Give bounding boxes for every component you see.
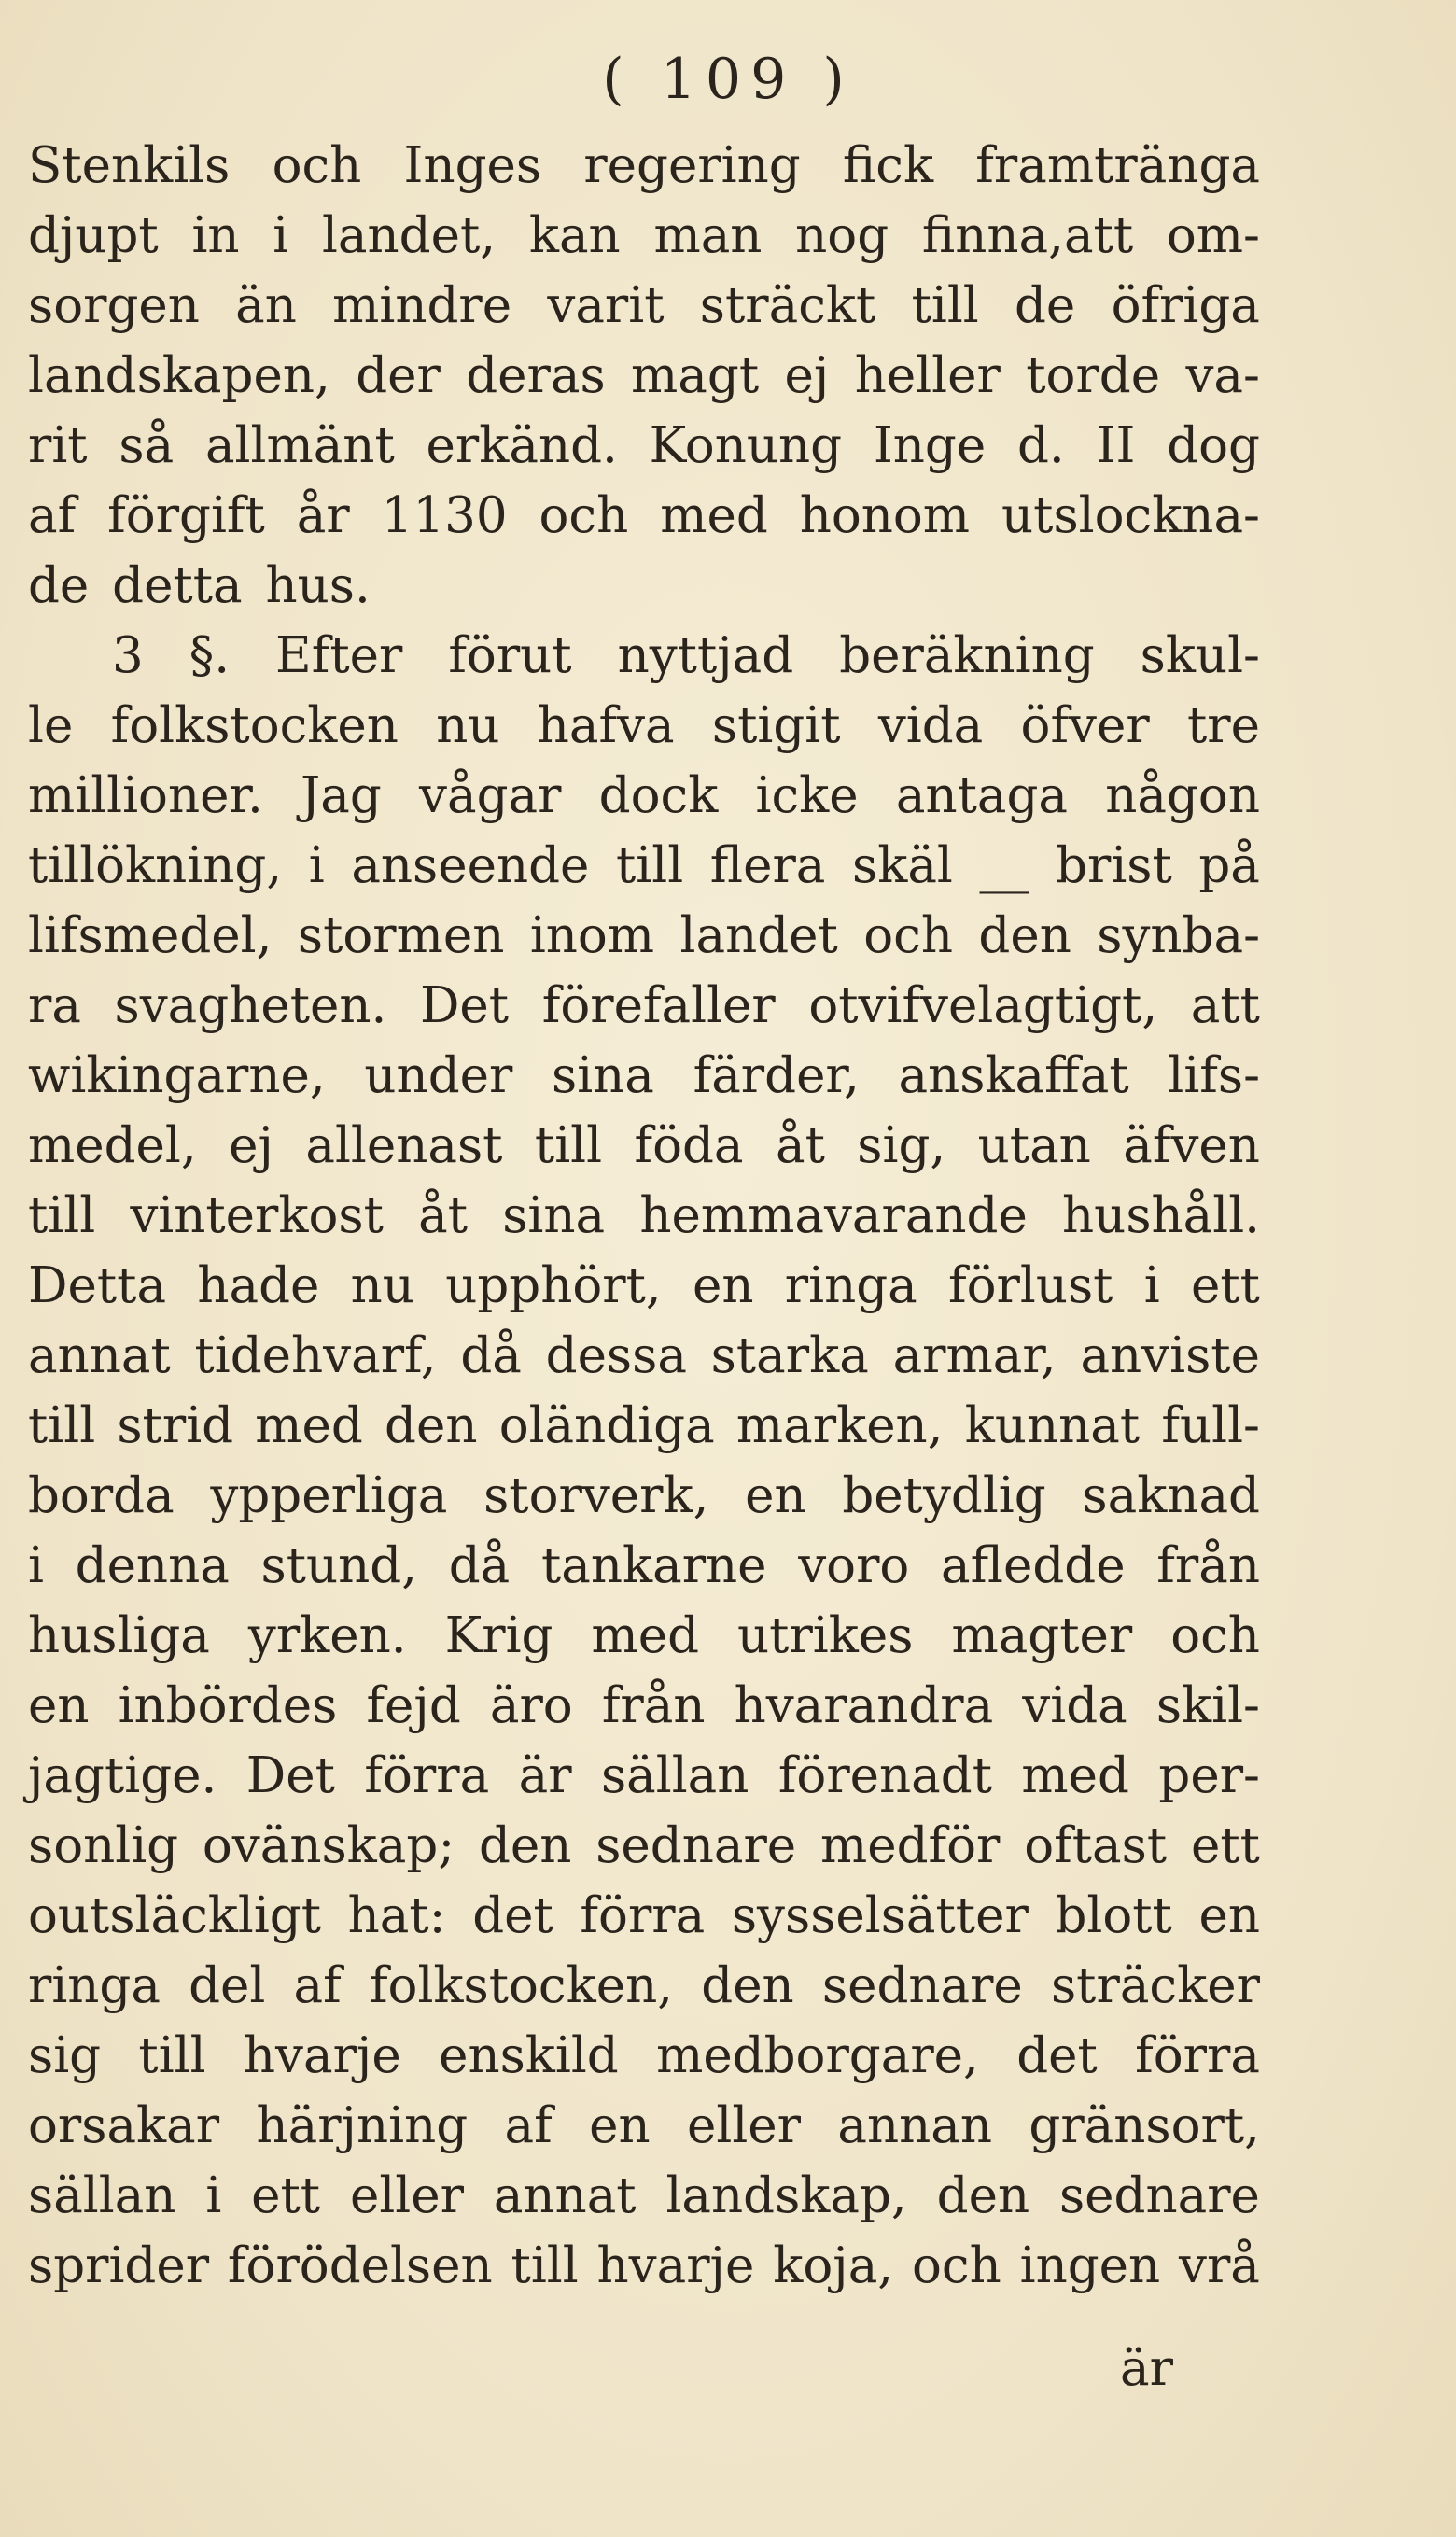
word: wikingarne,	[28, 1047, 326, 1104]
text-line	[28, 1321, 1260, 1391]
word: och	[1170, 1607, 1260, 1664]
word: Jag	[301, 767, 382, 824]
text-line	[28, 1041, 1260, 1111]
word: så	[119, 417, 175, 474]
word: yrken.	[247, 1607, 407, 1664]
word: Krig	[444, 1607, 553, 1664]
word: torde	[1026, 347, 1161, 404]
word: in	[191, 207, 240, 264]
word: vrå	[1179, 2237, 1260, 2294]
text-line	[28, 1111, 1260, 1181]
word: beräkning	[839, 627, 1095, 684]
word: öfver	[1020, 697, 1150, 754]
word: vinterkost	[130, 1187, 384, 1244]
body-text	[28, 131, 1260, 2301]
word: eller	[687, 2097, 801, 2154]
word: stund,	[260, 1537, 418, 1594]
word: otvifvelagtigt,	[808, 977, 1158, 1034]
text-line	[28, 901, 1260, 971]
word: skäl	[852, 837, 953, 894]
word: åt	[775, 1117, 825, 1174]
word: en	[1198, 1887, 1260, 1944]
text-line	[28, 1811, 1260, 1881]
word: sträcker	[1050, 1957, 1260, 2014]
word: annan	[837, 2097, 992, 2154]
word: och	[539, 487, 629, 544]
word: en	[693, 1257, 754, 1314]
word: och	[272, 137, 362, 194]
word: med	[255, 1397, 363, 1454]
word: föda	[634, 1117, 744, 1174]
word: härjning	[256, 2097, 469, 2154]
word: folkstocken	[110, 697, 399, 754]
word: fejd	[366, 1677, 461, 1734]
word: sig,	[857, 1117, 946, 1174]
word: från	[601, 1677, 706, 1734]
word: förgift	[107, 487, 265, 544]
text-line	[28, 691, 1260, 761]
word: utslockna-	[1001, 487, 1260, 544]
word: någon	[1105, 767, 1260, 824]
word: borda	[28, 1467, 175, 1524]
text-line	[28, 1391, 1260, 1461]
word: sednare	[1058, 2167, 1260, 2224]
word: tillökning,	[28, 837, 283, 894]
word: färder,	[693, 1047, 860, 1104]
word: förra	[1135, 2027, 1260, 2084]
word: äro	[489, 1677, 573, 1734]
text-line	[28, 551, 1260, 621]
word: den	[385, 1397, 478, 1454]
word: flera	[709, 837, 826, 894]
word: sednare	[595, 1817, 797, 1874]
text-line	[28, 1601, 1260, 1671]
word: gränsort,	[1029, 2097, 1260, 2154]
word: nu	[436, 697, 500, 754]
word: om-	[1166, 207, 1260, 264]
word: eller	[349, 2167, 464, 2224]
word: marken,	[735, 1397, 944, 1454]
word: då	[448, 1537, 511, 1594]
word: hemmavarande	[639, 1187, 1028, 1244]
word: afledde	[941, 1537, 1126, 1594]
word: sonlig	[28, 1817, 179, 1874]
word: än	[235, 277, 297, 334]
word: sällan	[28, 2167, 176, 2224]
word: det	[1016, 2027, 1098, 2084]
word: sig	[28, 2027, 102, 2084]
text-line	[28, 621, 1260, 691]
word: vida	[877, 697, 984, 754]
text-line	[28, 1531, 1260, 1601]
word: till	[616, 837, 684, 894]
word: till	[911, 277, 979, 334]
word: den	[936, 2167, 1030, 2224]
word: sina	[552, 1047, 654, 1104]
word: antaga	[895, 767, 1069, 824]
word: stormen	[297, 907, 505, 964]
word: hvarje	[596, 2237, 755, 2294]
word: annat	[28, 1327, 171, 1384]
text-line	[28, 831, 1260, 901]
text-line	[28, 1461, 1260, 1531]
word: jagtige.	[28, 1747, 217, 1804]
word: §.	[189, 627, 231, 684]
word: och	[912, 2237, 1001, 2294]
word: förra	[364, 1747, 490, 1804]
word: utrikes	[737, 1607, 914, 1664]
word: hvarje	[243, 2027, 401, 2084]
word: från	[1156, 1537, 1260, 1594]
word: i	[308, 837, 325, 894]
word: der	[356, 347, 441, 404]
word: sällan	[600, 1747, 749, 1804]
word: äfven	[1123, 1117, 1260, 1174]
word: ypperliga	[210, 1467, 448, 1524]
word: saknad	[1082, 1467, 1260, 1524]
word: ringa	[784, 1257, 917, 1314]
word: i	[205, 2167, 222, 2224]
word: icke	[755, 767, 859, 824]
word: den	[701, 1957, 794, 2014]
word: sina	[502, 1187, 606, 1244]
text-line	[28, 1251, 1260, 1321]
text-line	[28, 1671, 1260, 1741]
word: skil-	[1155, 1677, 1260, 1734]
word: ett	[1190, 1817, 1260, 1874]
word: fick	[842, 137, 934, 194]
word: till	[138, 2027, 206, 2084]
word: skul-	[1140, 627, 1260, 684]
text-line	[28, 131, 1260, 201]
word: inbördes	[118, 1677, 338, 1734]
text-line	[28, 1741, 1260, 1811]
word: regering	[583, 137, 801, 194]
word: __	[979, 837, 1029, 894]
page-number: ( 109 )	[602, 47, 854, 112]
word: finna,att	[921, 207, 1134, 264]
word: honom	[799, 487, 971, 544]
word: förenadt	[777, 1747, 992, 1804]
word: inom	[529, 907, 655, 964]
word: till	[28, 1187, 96, 1244]
word: d.	[1017, 417, 1065, 474]
word: allmänt	[204, 417, 395, 474]
word: ra	[28, 977, 81, 1034]
word: per-	[1158, 1747, 1260, 1804]
word: djupt	[28, 207, 159, 264]
word: då	[460, 1327, 522, 1384]
word: att	[1190, 977, 1260, 1034]
word: sträckt	[699, 277, 876, 334]
text-line	[28, 1951, 1260, 2021]
text-line	[28, 2231, 1260, 2301]
word: en	[28, 1677, 90, 1734]
word: hvarandra	[734, 1677, 994, 1734]
word: vida	[1022, 1677, 1127, 1734]
word: sprider	[28, 2237, 210, 2294]
word: starka	[710, 1327, 869, 1384]
word: den	[978, 907, 1071, 964]
word: ett	[1191, 1257, 1260, 1314]
word: betydlig	[842, 1467, 1046, 1524]
word: oftast	[1024, 1817, 1168, 1874]
word: 1130	[381, 487, 508, 544]
word: annat	[493, 2167, 637, 2224]
word: anskaffat	[898, 1047, 1129, 1104]
word: lifs-	[1168, 1047, 1260, 1104]
word: till	[534, 1117, 603, 1174]
word: millioner.	[28, 767, 263, 824]
word: tidehvarf,	[194, 1327, 437, 1384]
word: stigit	[711, 697, 841, 754]
word: le	[28, 697, 74, 754]
text-line	[28, 481, 1260, 551]
word: magt	[631, 347, 760, 404]
word: heller	[854, 347, 1001, 404]
word: del	[189, 1957, 266, 2014]
text-line	[28, 1881, 1260, 1951]
word: II	[1096, 417, 1136, 474]
word: till	[511, 2237, 579, 2294]
word: de	[1015, 277, 1076, 334]
word: magter	[951, 1607, 1133, 1664]
word: ett	[251, 2167, 321, 2224]
word: full-	[1161, 1397, 1260, 1454]
word: Stenkils	[28, 137, 231, 194]
word: kan	[528, 207, 621, 264]
word: varit	[547, 277, 665, 334]
text-line	[28, 2161, 1260, 2231]
word: vågar	[419, 767, 562, 824]
word: landskapen,	[28, 347, 330, 404]
line-text: de detta hus.	[28, 557, 371, 614]
word: lifsmedel,	[28, 907, 273, 964]
word: medför	[819, 1817, 1001, 1874]
word: Konung	[649, 417, 843, 474]
text-line	[28, 201, 1260, 271]
word: nyttjad	[617, 627, 794, 684]
word: husliga	[28, 1607, 210, 1664]
text-line	[28, 1181, 1260, 1251]
word: ej	[784, 347, 830, 404]
word: upphört,	[445, 1257, 662, 1314]
text-line	[28, 2091, 1260, 2161]
word: oländiga	[498, 1397, 715, 1454]
word: Det	[245, 1747, 335, 1804]
word: en	[745, 1467, 806, 1524]
word: förödelsen	[227, 2237, 493, 2294]
word: denna	[75, 1537, 230, 1594]
word: medel,	[28, 1117, 197, 1174]
word: ingen	[1019, 2237, 1161, 2294]
word: förut	[448, 627, 572, 684]
word: Efter	[275, 627, 403, 684]
word: hade	[197, 1257, 320, 1314]
word: hushåll.	[1062, 1187, 1260, 1244]
word: allenast	[305, 1117, 503, 1174]
word: Inges	[403, 137, 542, 194]
word: Detta	[28, 1257, 167, 1314]
word: koja,	[773, 2237, 894, 2294]
word: enskild	[439, 2027, 619, 2084]
word: det	[472, 1887, 553, 1944]
word: landet,	[321, 207, 497, 264]
text-line	[28, 761, 1260, 831]
word: orsakar	[28, 2097, 220, 2154]
text-line	[28, 411, 1260, 481]
word: framtränga	[975, 137, 1260, 194]
word: i	[273, 207, 289, 264]
catchword: är	[1120, 2340, 1173, 2397]
word: i	[28, 1537, 44, 1594]
word: ovänskap;	[202, 1817, 455, 1874]
word: folkstocken,	[369, 1957, 674, 2014]
word: strid	[117, 1397, 234, 1454]
text-line	[28, 971, 1260, 1041]
word: man	[653, 207, 763, 264]
word: Inge	[873, 417, 987, 474]
word: med	[660, 487, 768, 544]
word: mindre	[332, 277, 512, 334]
word: voro	[798, 1537, 910, 1594]
word: blott	[1055, 1887, 1172, 1944]
word: dog	[1167, 417, 1260, 474]
word: med	[1021, 1747, 1129, 1804]
word: förlust	[948, 1257, 1113, 1314]
word: af	[293, 1957, 342, 2014]
word: synba-	[1097, 907, 1260, 964]
word: hat:	[347, 1887, 446, 1944]
text-line	[28, 341, 1260, 411]
word: Det	[419, 977, 510, 1034]
word: och	[863, 907, 953, 964]
word: hafva	[537, 697, 675, 754]
word: landskap,	[665, 2167, 907, 2224]
word: medborgare,	[656, 2027, 979, 2084]
word: åt	[418, 1187, 469, 1244]
word: under	[364, 1047, 513, 1104]
word: dock	[598, 767, 719, 824]
word: 3	[112, 627, 144, 684]
word: till	[28, 1397, 96, 1454]
word: nog	[795, 207, 889, 264]
word: förra	[580, 1887, 706, 1944]
word: sednare	[821, 1957, 1023, 2014]
word: af	[28, 487, 77, 544]
text-line	[28, 2021, 1260, 2091]
word: dessa	[545, 1327, 687, 1384]
word: af	[504, 2097, 553, 2154]
word: tankarne	[540, 1537, 767, 1594]
word: med	[591, 1607, 700, 1664]
word: sysselsätter	[731, 1887, 1029, 1944]
word: nu	[350, 1257, 414, 1314]
word: landet	[679, 907, 838, 964]
word: förefaller	[541, 977, 776, 1034]
word: sorgen	[28, 277, 200, 334]
word: anseende	[351, 837, 590, 894]
word: ringa	[28, 1957, 161, 2014]
word: svagheten.	[114, 977, 387, 1034]
word: i	[1143, 1257, 1160, 1314]
word: kunnat	[964, 1397, 1141, 1454]
word: va-	[1185, 347, 1260, 404]
word: deras	[466, 347, 606, 404]
word: utan	[977, 1117, 1091, 1174]
word: storverk,	[483, 1467, 709, 1524]
word: brist	[1056, 837, 1172, 894]
word: en	[589, 2097, 651, 2154]
word: ej	[229, 1117, 273, 1174]
word: armar,	[892, 1327, 1057, 1384]
word: rit	[28, 417, 88, 474]
word: på	[1198, 837, 1260, 894]
text-line	[28, 271, 1260, 341]
word: den	[478, 1817, 572, 1874]
word: outsläckligt	[28, 1887, 322, 1944]
word: år	[296, 487, 350, 544]
word: tre	[1186, 697, 1260, 754]
word: öfriga	[1111, 277, 1260, 334]
word: erkänd.	[426, 417, 618, 474]
word: anviste	[1080, 1327, 1260, 1384]
word: är	[518, 1747, 572, 1804]
